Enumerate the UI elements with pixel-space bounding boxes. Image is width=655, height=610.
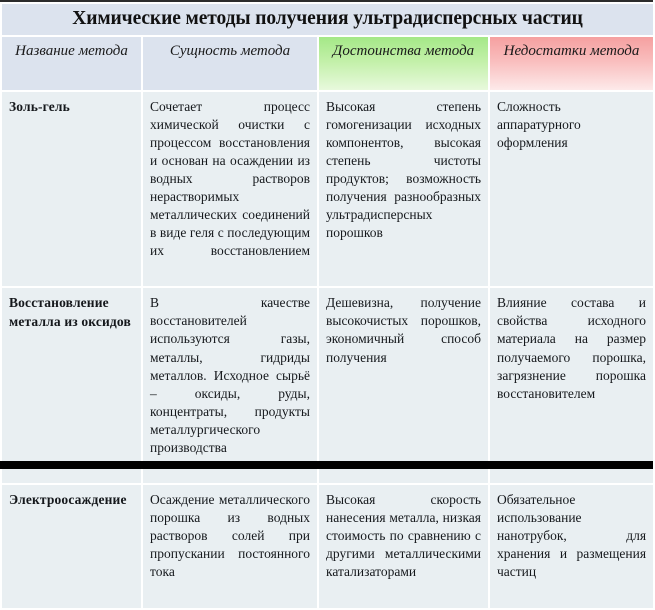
bottom-black-bar: [0, 461, 653, 469]
table-header-row: [2, 37, 653, 90]
cell-disadvantages: [490, 92, 653, 287]
methods-table: [0, 2, 655, 610]
column-header-advantages: Достоинства метода: [319, 37, 488, 90]
cell-advantages: [319, 485, 488, 607]
method-essence-text: В качестве восстановителей используются газы, металлы, гидриды металлов. Исходное сырьё – оксиды, руды, концентраты, продукты металлургического производства: [150, 295, 310, 455]
method-name-text: Золь-гель: [9, 98, 70, 114]
disadvantages-text: Сложность аппаратурного оформления: [497, 98, 581, 150]
disadvantages-text: Обязательное использование нанотрубок, для хранения и размещения частиц: [497, 492, 647, 580]
disadvantages-text: Влияние состава и свойства исходного материала на размер получаемого порошка, загрязнение порошка восстановителем: [497, 295, 647, 401]
cell-advantages: [319, 92, 488, 287]
column-header-method-essence: Сущность метода: [143, 37, 317, 90]
table-title: Химические методы получения ультрадисперсных частиц: [2, 4, 653, 35]
advantages-text: Высокая скорость нанесения металла, низкая стоимость по сравнению с другими металлическими катализаторами: [326, 492, 481, 580]
method-essence-text: Осаждение металлического порошка из водных растворов солей при пропускании постоянного тока: [150, 492, 310, 580]
table-row: [2, 92, 653, 287]
table-container: [0, 2, 653, 610]
cell-method-essence: [143, 485, 317, 607]
column-header-disadvantages: Недостатки метода: [490, 37, 653, 90]
cell-disadvantages: [490, 485, 653, 607]
cell-method-essence: [143, 92, 317, 287]
table-title-row: [2, 4, 653, 35]
advantages-text: Высокая степень гомогенизации исходных компонентов, высокая степень чистоты продуктов; возможность получения разнообразных ультрадисперсных порошков: [326, 98, 481, 241]
table-row: [2, 485, 653, 607]
cell-method-name: [2, 288, 141, 483]
cell-method-name: [2, 92, 141, 287]
column-header-method-name: Название метода: [2, 37, 141, 90]
table-row: [2, 288, 653, 483]
method-name-text: Электроосаждение: [9, 492, 127, 508]
method-essence-text: Сочетает процесс химической очистки с процессом восстановления и основан на осаждении из водных растворов нерастворимых металлических соединений в виде геля с последующим их восстановлением: [150, 98, 310, 259]
advantages-text: Дешевизна, получение высокочистых порошков, экономичный способ получения: [326, 295, 481, 365]
cell-method-name: [2, 485, 141, 607]
cell-disadvantages: [490, 288, 653, 483]
cell-advantages: [319, 288, 488, 483]
method-name-text: Восстановление металла из оксидов: [9, 295, 131, 329]
cell-method-essence: [143, 288, 317, 483]
